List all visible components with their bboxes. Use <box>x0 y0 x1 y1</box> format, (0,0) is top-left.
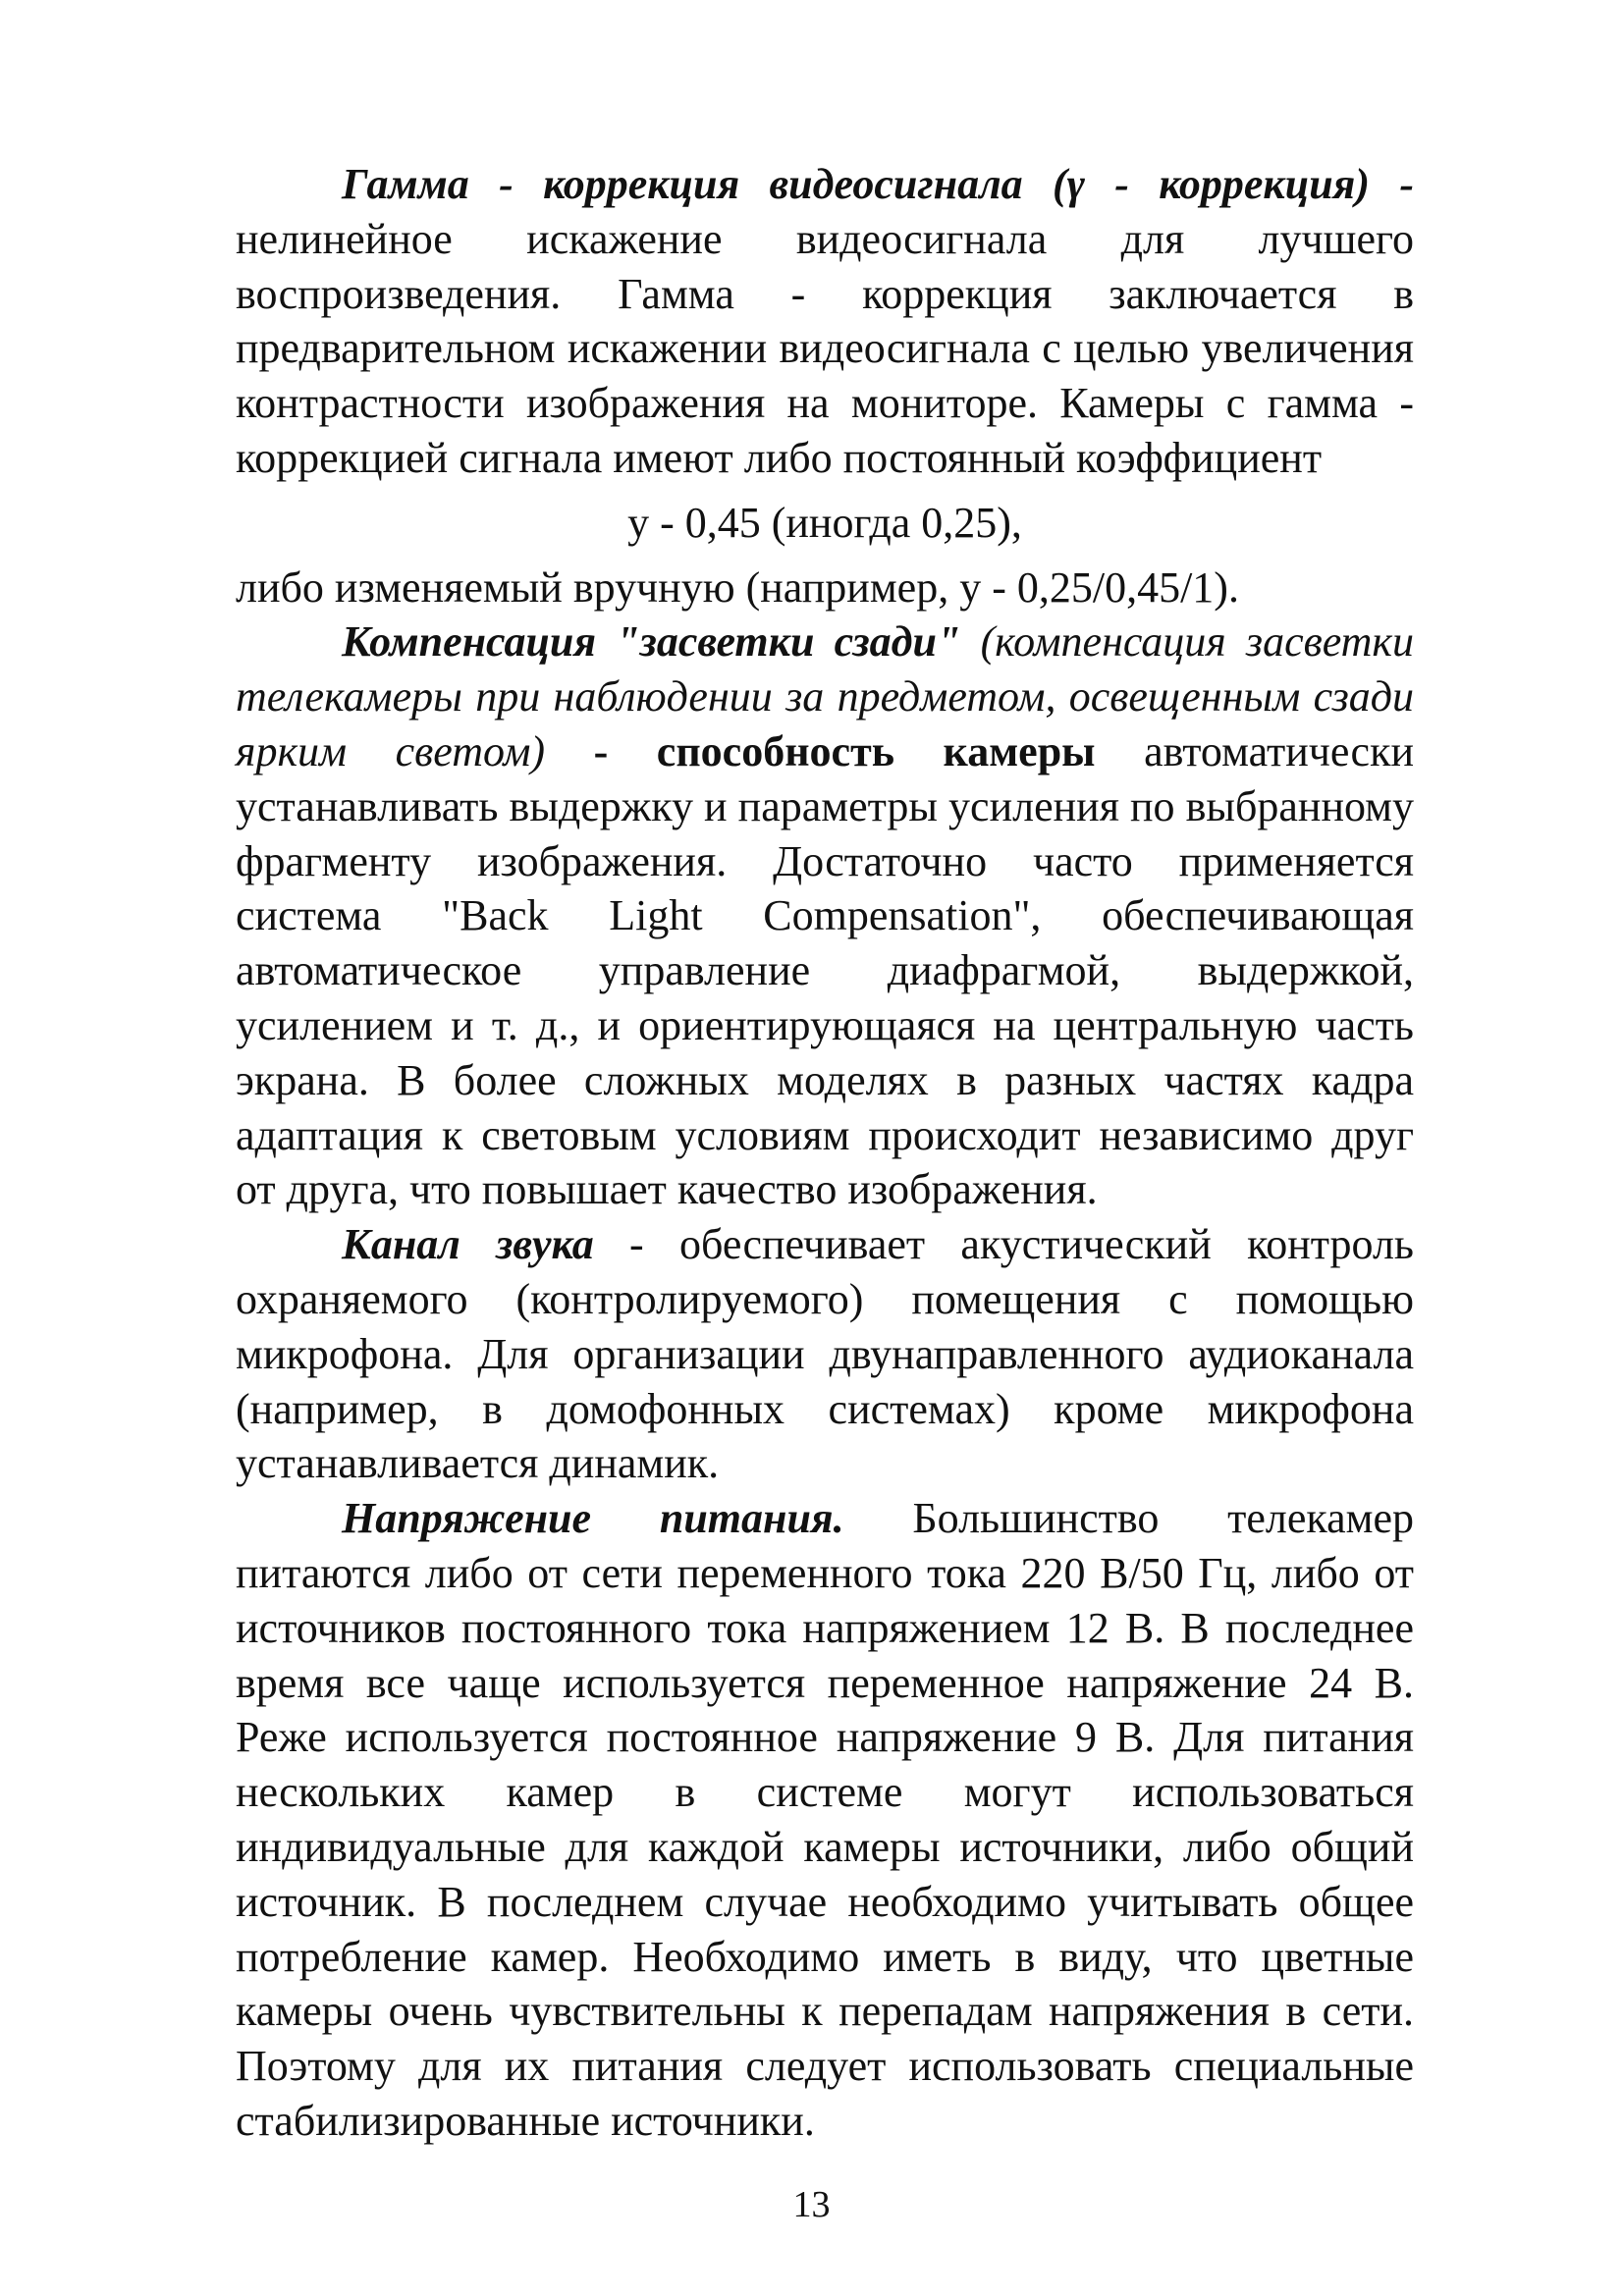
paragraph-gamma-correction <box>236 157 1414 486</box>
paragraph-sound-channel <box>236 1217 1414 1491</box>
paragraph-supply-voltage <box>236 1491 1414 2149</box>
paragraph-backlight-compensation <box>236 614 1414 1217</box>
paragraph-text: автоматически устанавливать выдержку и параметры усиления по выбранному фрагменту изображения. Достаточно часто применяется система "Back Light Compensation", обеспечивающая автоматическое управление диафрагмой, выдержкой, усилением и т. д., и ориентирующаяся на центральную часть экрана. В более сложных моделях в разных частях кадра адаптация к световым условиям происходит независимо друг от друга, что повышает качество изображения. <box>236 726 1415 1214</box>
gamma-coefficient-formula: у - 0,45 (иногда 0,25), <box>627 498 1022 547</box>
paragraph-gamma-continuation: либо изменяемый вручную (например, у - 0,25/0,45/1). <box>236 562 1239 612</box>
term-gamma-correction: Гамма - коррекция видеосигнала (γ - коррекция) - <box>342 160 1414 208</box>
bold-definition: - способность камеры <box>593 726 1096 775</box>
paragraph-text: Большинство телекамер питаются либо от сети переменного тока 220 В/50 Гц, либо от источников постоянного тока напряжением 12 В. В последнее время все чаще используется переменное напряжение 24 В. Реже используется постоянное напряжение 9 В. Для питания нескольких камер в системе могут использоваться индивидуальные для каждой камеры источники, либо общий источник. В последнем случае необходимо учитывать общее потребление камер. Необходимо иметь в виду, что цветные камеры очень чувствительны к перепадам напряжения в сети. Поэтому для их питания следует использовать специальные стабилизированные источники. <box>236 1494 1414 2145</box>
term-backlight-compensation: Компенсация "засветки сзади" <box>342 617 961 667</box>
term-supply-voltage: Напряжение питания. <box>342 1494 844 1543</box>
italic-note: (компенсация засветки телекамеры при наблюдении за предметом, освещенным сзади ярким светом) <box>236 617 1415 775</box>
paragraph-text: нелинейное искажение видеосигнала для лучшего воспроизведения. Гамма - коррекция заключается в предварительном искажении видеосигнала с целью увеличения контрастности изображения на мониторе. Камеры с гамма - коррекцией сигнала имеют либо постоянный коэффициент <box>236 214 1414 482</box>
body-text <box>236 157 1414 2149</box>
paragraph-text: - обеспечивает акустический контроль охраняемого (контролируемого) помещения с помощью микрофона. Для организации двунаправленного аудиоканала (например, в домофонных системах) кроме микрофона устанавливается динамик. <box>236 1220 1414 1488</box>
page-number: 13 <box>792 2184 831 2225</box>
term-sound-channel: Канал звука <box>342 1220 594 1269</box>
